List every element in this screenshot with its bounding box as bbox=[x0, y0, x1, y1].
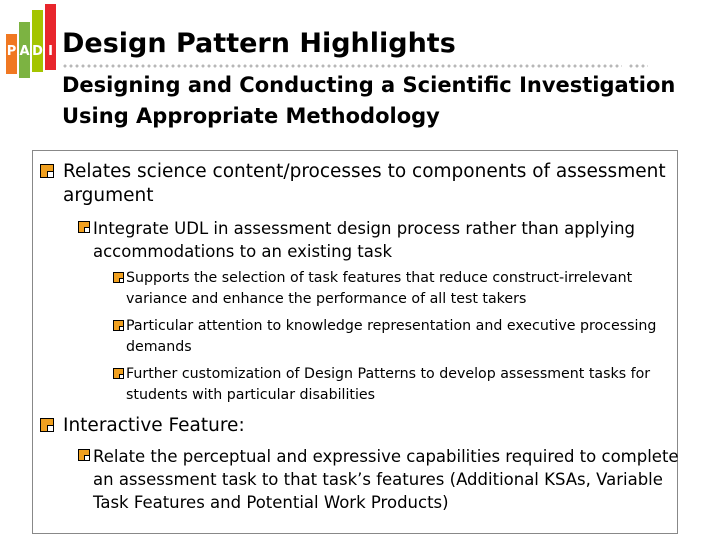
logo-bar-i bbox=[45, 4, 56, 70]
bullet-line: argument bbox=[63, 185, 154, 206]
bullet-checkbox-icon bbox=[40, 164, 54, 178]
bullet-line: an assessment task to that task’s features (Additional KSAs, Variable bbox=[93, 470, 663, 489]
bullet-checkbox-icon bbox=[113, 368, 124, 379]
bullet-line: demands bbox=[126, 339, 192, 355]
bullet-line: Relates science content/processes to components of assessment bbox=[63, 161, 666, 182]
bullet-line: Particular attention to knowledge representation and executive processing bbox=[126, 318, 657, 334]
bullet-checkbox-icon bbox=[40, 418, 54, 432]
bullet-integrate-udl bbox=[93, 217, 635, 263]
bullet-line: Interactive Feature: bbox=[63, 415, 245, 436]
dotted-rule-short bbox=[628, 63, 648, 69]
bullet-line: accommodations to an existing task bbox=[93, 242, 393, 261]
bullet-relate-perceptual bbox=[93, 445, 679, 514]
subtitle-line-2: Using Appropriate Methodology bbox=[62, 104, 440, 128]
bullet-particular-attention bbox=[126, 316, 656, 358]
bullet-checkbox-icon bbox=[78, 449, 90, 461]
logo-letter-i: I bbox=[48, 44, 53, 59]
bullet-line: Integrate UDL in assessment design process rather than applying bbox=[93, 219, 636, 238]
bullet-relates-science bbox=[63, 160, 666, 208]
bullet-line: Further customization of Design Patterns to develop assessment tasks for bbox=[126, 366, 651, 382]
slide-subtitle bbox=[62, 70, 675, 132]
bullet-line: variance and enhance the performance of all test takers bbox=[126, 291, 527, 307]
logo-letter-a: A bbox=[19, 44, 30, 59]
bullet-further-customization bbox=[126, 364, 650, 406]
bullet-interactive-feature bbox=[63, 414, 245, 438]
padi-logo bbox=[4, 4, 62, 104]
bullet-checkbox-icon bbox=[113, 320, 124, 331]
bullet-line: Relate the perceptual and expressive capabilities required to complete bbox=[93, 447, 679, 466]
bullet-line: students with particular disabilities bbox=[126, 387, 376, 403]
slide-title: Design Pattern Highlights bbox=[62, 28, 456, 59]
dotted-rule bbox=[62, 63, 622, 69]
bullet-checkbox-icon bbox=[78, 221, 90, 233]
logo-bar-d bbox=[32, 10, 43, 72]
bullet-line: Task Features and Potential Work Products) bbox=[93, 493, 449, 512]
logo-letter-p: P bbox=[6, 44, 17, 59]
bullet-supports-selection bbox=[126, 268, 632, 310]
logo-letter-d: D bbox=[32, 44, 43, 59]
subtitle-line-1: Designing and Conducting a Scientific Investigation bbox=[62, 73, 676, 97]
bullet-checkbox-icon bbox=[113, 272, 124, 283]
bullet-line: Supports the selection of task features that reduce construct-irrelevant bbox=[126, 270, 633, 286]
